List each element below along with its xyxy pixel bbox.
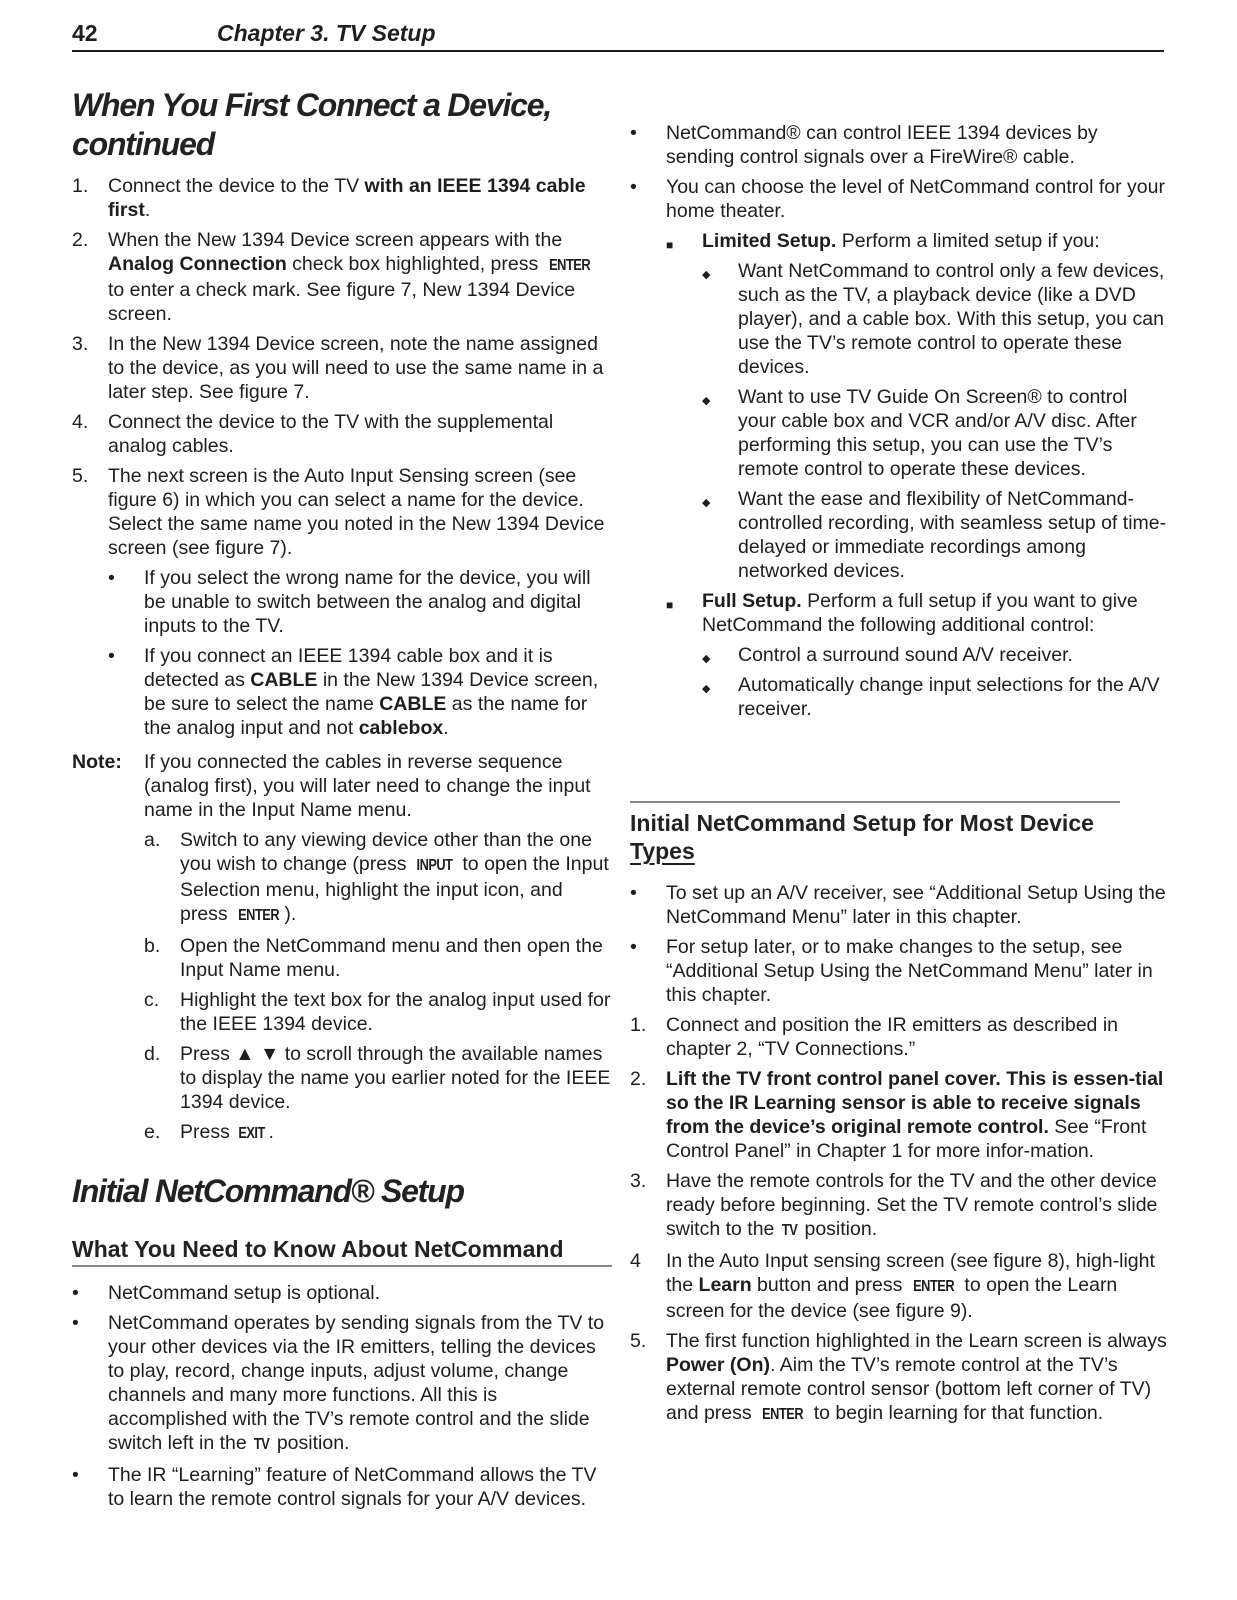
list-item bbox=[630, 589, 1170, 637]
step-letter: e. bbox=[144, 1121, 161, 1143]
list-item bbox=[630, 1067, 1170, 1163]
list-item bbox=[72, 566, 612, 638]
text: Perform a limited setup if you: bbox=[836, 230, 1100, 252]
list-item bbox=[630, 385, 1170, 481]
list-item bbox=[630, 1169, 1170, 1243]
text: To set up an A/V receiver, see “Additional Setup Using the NetCommand Menu” later in this chapter. bbox=[666, 882, 1166, 928]
step-letter: c. bbox=[144, 989, 160, 1011]
key-label: ENTER bbox=[762, 1406, 804, 1423]
bullet-icon: • bbox=[72, 1464, 79, 1486]
bold-text: CABLE bbox=[250, 669, 318, 691]
bold-text: CABLE bbox=[379, 693, 447, 715]
key-label: TV bbox=[781, 1222, 798, 1239]
text: Automatically change input selections for the A/V receiver. bbox=[738, 674, 1160, 720]
text: Want the ease and flexibility of NetCommand-controlled recording, with seamless setup of time-delayed or immediate recordings among networked devices. bbox=[738, 488, 1167, 582]
list-item bbox=[630, 643, 1170, 667]
square-bullet-icon: ■ bbox=[666, 238, 674, 252]
chapter-title: Chapter 3. TV Setup bbox=[217, 20, 436, 46]
subhead-line: Initial NetCommand Setup for Most Device bbox=[630, 810, 1094, 836]
bullet-icon: • bbox=[630, 176, 637, 198]
key-label: ENTER bbox=[912, 1278, 954, 1295]
list-item bbox=[72, 934, 612, 982]
text: ). bbox=[284, 903, 297, 925]
text: Perform a full setup if you want to give NetCommand the following additional control: bbox=[702, 590, 1138, 636]
text: In the New 1394 Device screen, note the name assigned to the device, as you will need to use the same name in a later step. See figure 7. bbox=[108, 333, 604, 403]
diamond-bullet-icon: ◆ bbox=[702, 683, 711, 695]
running-header bbox=[72, 18, 1164, 52]
bold-text: Full Setup. bbox=[702, 590, 802, 612]
text: Want to use TV Guide On Screen® to control your cable box and VCR and/or A/V disc. After performing this setup, you can use the TV’s remote control to operate these devices. bbox=[738, 386, 1137, 480]
text: Press bbox=[180, 1121, 236, 1143]
diamond-bullet-icon: ◆ bbox=[702, 497, 711, 509]
list-item bbox=[72, 464, 612, 560]
text: button and press bbox=[751, 1274, 908, 1296]
step-number: 3. bbox=[630, 1170, 647, 1192]
list-item bbox=[630, 121, 1170, 169]
text: NetCommand setup is optional. bbox=[108, 1282, 381, 1304]
right-column bbox=[630, 121, 1170, 1433]
list-item bbox=[72, 332, 612, 404]
list-item bbox=[72, 1311, 612, 1457]
list-item bbox=[630, 487, 1170, 583]
list-item bbox=[72, 410, 612, 458]
text: to enter a check mark. See figure 7, New 1394 Device screen. bbox=[108, 279, 576, 325]
text: If you connect an IEEE 1394 cable box and it is detected as bbox=[144, 645, 553, 691]
left-column bbox=[72, 86, 612, 1517]
text: Open the NetCommand menu and then open the Input Name menu. bbox=[180, 935, 603, 981]
text: to begin learning for that function. bbox=[808, 1402, 1104, 1424]
title-line: continued bbox=[72, 126, 215, 162]
step-number: 2. bbox=[72, 229, 89, 251]
list-item bbox=[72, 1281, 612, 1305]
list-item bbox=[630, 881, 1170, 929]
list-item bbox=[630, 673, 1170, 721]
step-number: 2. bbox=[630, 1068, 647, 1090]
text: Switch to any viewing device other than the one you wish to change (press bbox=[180, 829, 592, 875]
diamond-bullet-icon: ◆ bbox=[702, 269, 711, 281]
note bbox=[72, 750, 612, 822]
list-item bbox=[630, 1013, 1170, 1061]
section-title-connect bbox=[72, 86, 612, 164]
bold-text: with an IEEE 1394 cable first bbox=[108, 175, 586, 221]
text: Have the remote controls for the TV and the other device ready before beginning. Set the TV remote control’s slide switch to the bbox=[666, 1170, 1158, 1240]
bold-text: Lift the TV front control panel cover. This is essen-tial so the IR Learning sensor is able to receive signals from the device’s original remote control. bbox=[666, 1068, 1164, 1138]
bullet-icon: • bbox=[630, 882, 637, 904]
text: The next screen is the Auto Input Sensing screen (see figure 6) in which you can select a name for the device. Select the same name you noted in the New 1394 Device screen (see figure 7). bbox=[108, 465, 605, 559]
step-number: 1. bbox=[630, 1014, 647, 1036]
bullet-icon: • bbox=[630, 122, 637, 144]
bold-text: Learn bbox=[698, 1274, 752, 1296]
bold-text: Analog Connection bbox=[108, 253, 287, 275]
step-number: 5. bbox=[72, 465, 89, 487]
list-item bbox=[72, 1120, 612, 1146]
subhead-setup bbox=[630, 801, 1120, 867]
text: . bbox=[268, 1121, 274, 1143]
key-label: ENTER bbox=[548, 257, 590, 274]
list-item bbox=[630, 1329, 1170, 1427]
list-item bbox=[72, 228, 612, 326]
list-item bbox=[72, 174, 612, 222]
bold-text: cablebox bbox=[358, 717, 444, 739]
text: Press bbox=[180, 1043, 236, 1065]
step-number: 1. bbox=[72, 175, 89, 197]
subhead-line: Types bbox=[630, 838, 695, 864]
list-item bbox=[630, 229, 1170, 253]
text: to open the Learn screen for the device (see figure 9). bbox=[666, 1274, 1118, 1322]
square-bullet-icon: ■ bbox=[666, 598, 674, 612]
text: . Aim the TV’s remote control at the TV’s external remote control sensor (bottom left corner of TV) and press bbox=[666, 1354, 1152, 1424]
bullet-icon: • bbox=[72, 1312, 79, 1334]
up-down-arrow-icon: ▲ ▼ bbox=[235, 1043, 280, 1065]
text: in the New 1394 Device screen, be sure to select the name bbox=[144, 669, 599, 715]
note-text: If you connected the cables in reverse sequence (analog first), you will later need to change the input name in the Input Name menu. bbox=[144, 751, 591, 821]
step-number: 3. bbox=[72, 333, 89, 355]
bullet-icon: • bbox=[630, 936, 637, 958]
list-item bbox=[630, 1249, 1170, 1323]
step-letter: b. bbox=[144, 935, 161, 957]
diamond-bullet-icon: ◆ bbox=[702, 395, 711, 407]
step-letter: a. bbox=[144, 829, 161, 851]
diamond-bullet-icon: ◆ bbox=[702, 653, 711, 665]
text: to open the Input Selection menu, highlight the input icon, and press bbox=[180, 853, 609, 925]
key-label: INPUT bbox=[416, 857, 453, 874]
list-item bbox=[72, 644, 612, 740]
text: position. bbox=[271, 1432, 350, 1454]
subhead-know: What You Need to Know About NetCommand bbox=[72, 1235, 612, 1267]
text: . bbox=[443, 717, 449, 739]
text: Want NetCommand to control only a few devices, such as the TV, a playback device (like a DVD player), and a cable box. With this setup, you can use the TV’s remote control to operate these devices. bbox=[738, 260, 1165, 378]
page-number: 42 bbox=[72, 20, 98, 46]
key-label: ENTER bbox=[238, 907, 280, 924]
text: to scroll through the available names to display the name you earlier noted for the IEEE 1394 device. bbox=[180, 1043, 611, 1113]
list-item bbox=[72, 1042, 612, 1114]
text: The IR “Learning” feature of NetCommand allows the TV to learn the remote control signals for your A/V devices. bbox=[108, 1464, 597, 1510]
text: See “Front Control Panel” in Chapter 1 for more infor-mation. bbox=[666, 1116, 1147, 1162]
text: NetCommand® can control IEEE 1394 devices by sending control signals over a FireWire® cable. bbox=[666, 122, 1098, 168]
list-item bbox=[72, 828, 612, 928]
step-number: 5. bbox=[630, 1330, 647, 1352]
text: . bbox=[144, 199, 151, 221]
text: For setup later, or to make changes to the setup, see “Additional Setup Using the NetCommand Menu” later in this chapter. bbox=[666, 936, 1153, 1006]
text: as the name for the analog input and not bbox=[144, 693, 588, 739]
bold-text: Limited Setup. bbox=[702, 230, 837, 252]
text: When the New 1394 Device screen appears with the bbox=[108, 229, 563, 251]
list-item bbox=[72, 1463, 612, 1511]
bold-text: Power (On) bbox=[666, 1354, 771, 1376]
bullet-icon: • bbox=[72, 1282, 79, 1304]
step-number: 4. bbox=[72, 411, 89, 433]
section-title-netcommand: Initial NetCommand® Setup bbox=[72, 1173, 464, 1209]
text: If you select the wrong name for the device, you will be unable to switch between the analog and digital inputs to the TV. bbox=[144, 567, 591, 637]
text: NetCommand operates by sending signals from the TV to your other devices via the IR emitters, telling the devices to play, record, change inputs, adjust volume, change channels and many more functions. All this is accomplished with the TV’s remote control and the slide switch left in the bbox=[108, 1312, 605, 1454]
text: In the Auto Input sensing screen (see figure 8), high-light the bbox=[666, 1250, 1155, 1296]
text: Control a surround sound A/V receiver. bbox=[738, 644, 1073, 666]
note-label: Note: bbox=[72, 751, 122, 773]
text: The first function highlighted in the Learn screen is always bbox=[666, 1330, 1167, 1352]
text: You can choose the level of NetCommand control for your home theater. bbox=[666, 176, 1165, 222]
bullet-icon: • bbox=[108, 645, 115, 667]
text: Highlight the text box for the analog input used for the IEEE 1394 device. bbox=[180, 989, 611, 1035]
text: check box highlighted, press bbox=[286, 253, 544, 275]
list-item bbox=[72, 988, 612, 1036]
key-label: TV bbox=[254, 1436, 270, 1453]
list-item bbox=[630, 259, 1170, 379]
text: position. bbox=[799, 1218, 878, 1240]
text: Connect the device to the TV bbox=[108, 175, 365, 197]
bullet-icon: • bbox=[108, 567, 115, 589]
key-label: EXIT bbox=[238, 1125, 266, 1142]
step-letter: d. bbox=[144, 1043, 161, 1065]
list-item bbox=[630, 935, 1170, 1007]
title-line: When You First Connect a Device, bbox=[72, 87, 552, 123]
step-number: 4 bbox=[630, 1250, 641, 1272]
text: Connect the device to the TV with the supplemental analog cables. bbox=[108, 411, 554, 457]
list-item bbox=[630, 175, 1170, 223]
text: Connect and position the IR emitters as described in chapter 2, “TV Connections.” bbox=[666, 1014, 1118, 1060]
